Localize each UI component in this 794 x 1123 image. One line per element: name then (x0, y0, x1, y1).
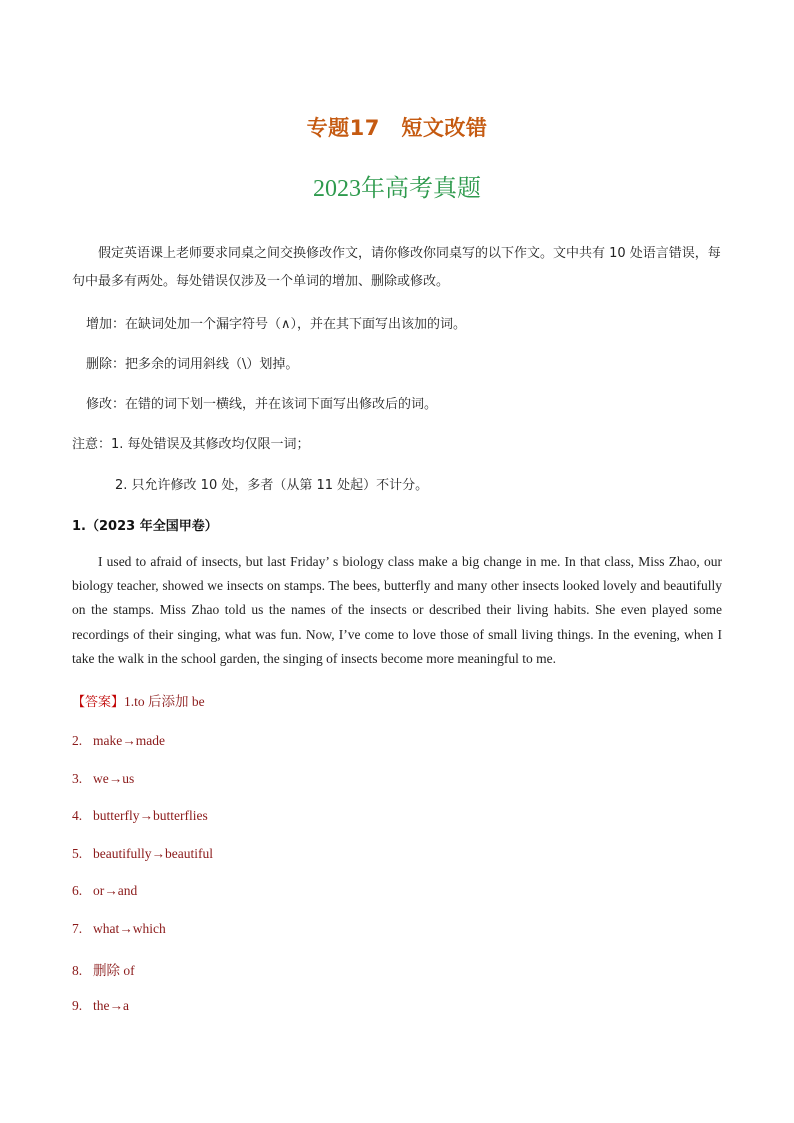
instructions-note-1: 注意：1. 每处错误及其修改均仅限一词； (72, 437, 310, 452)
answer-text: butterfly→butterflies (93, 808, 208, 823)
instructions-add: 增加：在缺词处加一个漏字符号（∧），并在其下面写出该加的词。 (86, 317, 467, 332)
answer-number: 9. (72, 998, 83, 1013)
answer-number: 5. (72, 846, 83, 861)
instructions-delete: 删除：把多余的词用斜线（\）划掉。 (86, 357, 299, 372)
instructions-modify: 修改：在错的词下划一横线，并在该词下面写出修改后的词。 (86, 397, 438, 412)
question-passage: I used to afraid of insects, but last Friday’ s biology class make a big change in me. In that class, Miss Zhao, our biology teacher, showed we insects on stamps. The bees, butterfly and many other insects looked lovely and beautifully on the stamps. Miss Zhao told us the names of the insects or described their living habits. She even played some recordings of their singing, what was fun. Now, I’ve come to love those of small living things. In the evening, when I take the walk in the school garden, the singing of insects become more meaningful to me. (72, 554, 722, 666)
answer-text: 删除 of (93, 963, 135, 978)
answer-text: what→which (93, 921, 166, 936)
answer-item (72, 921, 166, 937)
question-title: 1.（2023 年全国甲卷） (72, 519, 218, 534)
answer-item (72, 998, 129, 1014)
answer-item (72, 959, 135, 979)
answer-number: 2. (72, 733, 83, 748)
answer-text: we→us (93, 771, 135, 786)
answer-item (72, 883, 137, 899)
page-subtitle: 2023年高考真题 (313, 176, 481, 202)
answer-number: 6. (72, 883, 83, 898)
instructions-intro: 假定英语课上老师要求同桌之间交换修改作文，请你修改你同桌写的以下作文。文中共有 10 处语言错误，每句中最多有两处。每处错误仅涉及一个单词的增加、删除或修改。 (72, 246, 721, 289)
answer-number: 7. (72, 921, 83, 936)
answer-header (72, 690, 205, 710)
answer-text: the→a (93, 998, 129, 1013)
answer-number: 4. (72, 808, 83, 823)
answer-text: or→and (93, 883, 138, 898)
answer-item (72, 733, 165, 749)
answer-number: 8. (72, 963, 83, 978)
answer-text: make→made (93, 733, 165, 748)
answer-label: 【答案】 (72, 695, 125, 710)
answer-item-1: 1.to 后添加 be (124, 694, 205, 709)
answer-item (72, 771, 134, 787)
page-title: 专题17 短文改错 (306, 116, 488, 140)
instructions-note-2: 2. 只允许修改 10 处，多者（从第 11 处起）不计分。 (115, 478, 429, 493)
answer-number: 3. (72, 771, 83, 786)
answer-item (72, 808, 208, 824)
answer-item (72, 846, 213, 862)
answer-text: beautifully→beautiful (93, 846, 213, 861)
